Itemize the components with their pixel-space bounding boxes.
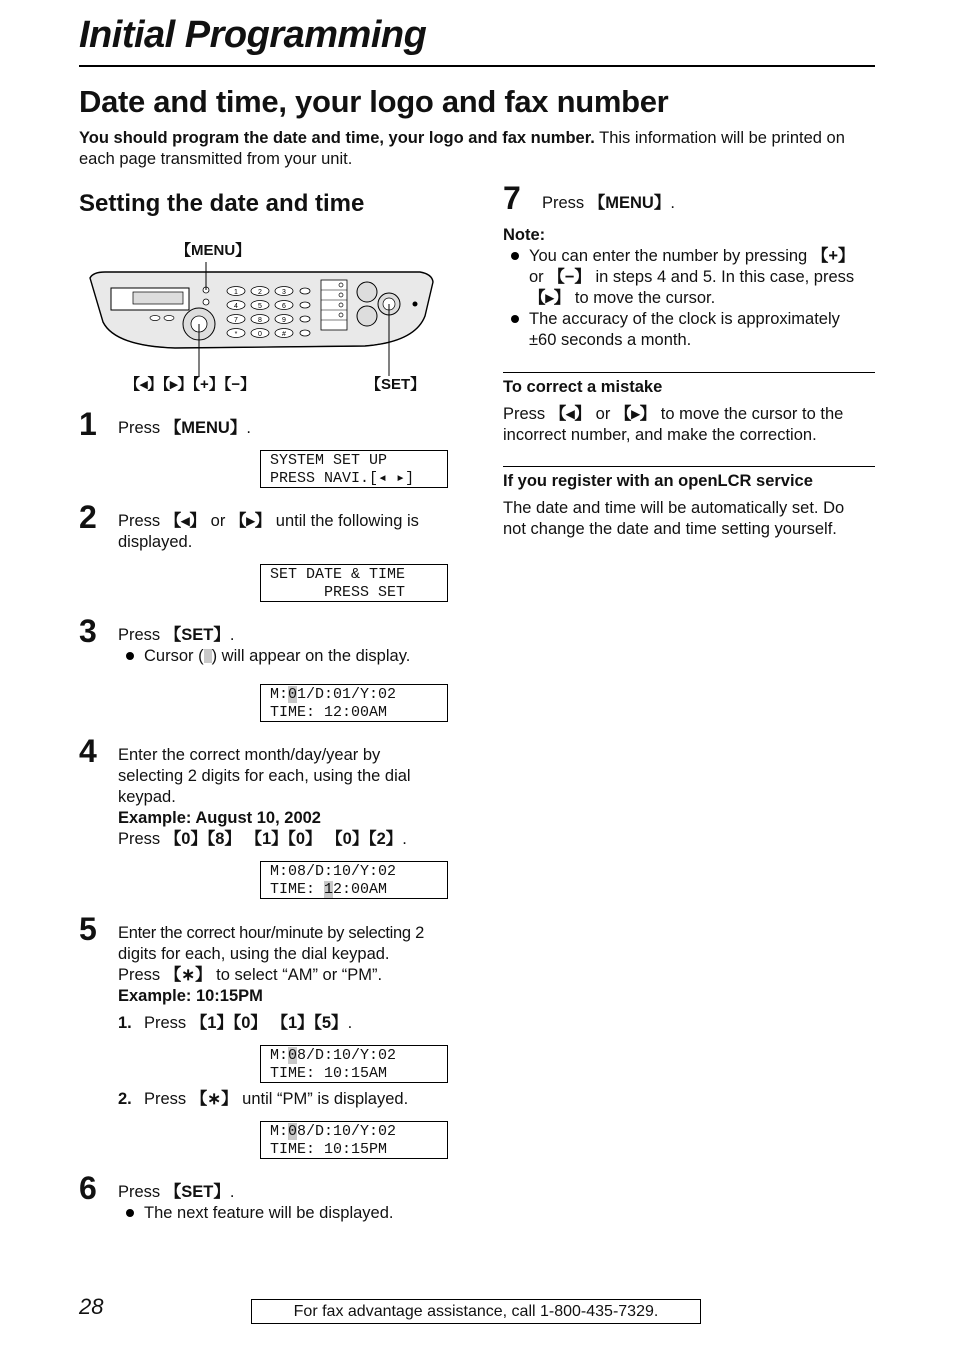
lcd-display-6: M:08/D:10/Y:02 TIME: 10:15PM	[260, 1121, 448, 1159]
step-4-line1: Enter the correct month/day/year by	[118, 746, 381, 764]
star-key: 【∗】	[164, 966, 212, 984]
svg-text:4: 4	[234, 303, 238, 310]
correct-line2: incorrect number, and make the correction.	[503, 426, 817, 444]
openlcr-line1: The date and time will be automatically set. Do	[503, 499, 845, 517]
step-6-bullet: The next feature will be displayed.	[144, 1204, 394, 1222]
fax-machine-illustration	[85, 258, 440, 378]
divider	[503, 466, 875, 467]
left-key: 【◂】	[164, 512, 207, 530]
cursor-swatch	[204, 649, 212, 663]
step-6-text: Press 【SET】.	[118, 1183, 235, 1201]
substep-1-text: Press 【1】【0】 【1】【5】.	[144, 1014, 353, 1032]
digit-keys: 【0】【8】 【1】【0】 【0】【2】	[164, 830, 403, 848]
step-1-text: Press 【MENU】.	[118, 419, 251, 437]
bullet	[126, 1209, 134, 1217]
lcd-display-1: SYSTEM SET UP PRESS NAVI.[◂ ▸]	[260, 450, 448, 488]
minus-key: 【−】	[548, 268, 591, 286]
note-b1-line2: or 【−】 in steps 4 and 5. In this case, press	[529, 268, 855, 286]
menu-key: 【MENU】	[164, 419, 247, 437]
step-4-example: Example: August 10, 2002	[118, 809, 321, 827]
svg-text:0: 0	[258, 331, 262, 338]
svg-text:1: 1	[234, 289, 238, 296]
figure-set-label: 【SET】	[366, 376, 426, 393]
svg-text:3: 3	[282, 289, 286, 296]
subheading: Setting the date and time	[79, 190, 365, 217]
set-key: 【SET】	[164, 1183, 230, 1201]
step-5-line3: Press 【∗】 to select “AM” or “PM”.	[118, 966, 383, 984]
figure-nav-label: 【◂】【▸】【+】【−】	[125, 376, 256, 393]
plus-key: 【+】	[811, 247, 855, 265]
correct-title: To correct a mistake	[503, 378, 663, 396]
svg-text:8: 8	[258, 317, 262, 324]
note-b2-line1: The accuracy of the clock is approximately	[529, 310, 840, 328]
step-4-number: 4	[79, 733, 97, 769]
step-2-text-line2: displayed.	[118, 533, 193, 551]
page-number: 28	[79, 1294, 104, 1319]
svg-text:2: 2	[258, 289, 262, 296]
intro-rest: This information will be printed on each page transmitted from your unit.	[79, 129, 845, 168]
note-b2-line2: ±60 seconds a month.	[529, 331, 692, 349]
svg-text:5: 5	[258, 303, 262, 310]
step-7-text: Press 【MENU】.	[542, 194, 675, 212]
divider	[503, 372, 875, 373]
svg-text:9: 9	[282, 317, 286, 324]
step-5-number: 5	[79, 911, 97, 947]
right-key: 【▸】	[229, 512, 272, 530]
left-key: 【◂】	[549, 405, 592, 423]
substep-1-number: 1.	[118, 1014, 132, 1032]
substep-2-text: Press 【∗】 until “PM” is displayed.	[144, 1090, 409, 1108]
step-5-line2: digits for each, using the dial keypad.	[118, 945, 390, 963]
star-key: 【∗】	[190, 1090, 238, 1108]
svg-text:6: 6	[282, 303, 286, 310]
lcd-display-5: M:08/D:10/Y:02 TIME: 10:15AM	[260, 1045, 448, 1083]
set-key: 【SET】	[164, 626, 230, 644]
bullet	[511, 252, 519, 260]
correct-line1: Press 【◂】 or 【▸】 to move the cursor to the	[503, 405, 844, 423]
bullet	[511, 315, 519, 323]
step-5-example: Example: 10:15PM	[118, 987, 263, 1005]
bullet	[126, 652, 134, 660]
right-key: 【▸】	[614, 405, 657, 423]
openlcr-title: If you register with an openLCR service	[503, 472, 813, 490]
page-title: Date and time, your logo and fax number	[79, 84, 669, 119]
note-b1-line3: 【▸】 to move the cursor.	[529, 289, 716, 307]
step-3-bullet: Cursor ( ) will appear on the display.	[144, 647, 411, 665]
section-title: Initial Programming	[79, 14, 427, 56]
step-3-number: 3	[79, 613, 97, 649]
step-5-line1: Enter the correct hour/minute by selecting 2	[118, 924, 424, 942]
figure-menu-label: 【MENU】	[176, 242, 251, 259]
step-4-press: Press 【0】【8】 【1】【0】 【0】【2】.	[118, 830, 407, 848]
header-rule	[79, 65, 875, 67]
lcd-display-4: M:08/D:10/Y:02 TIME: 12:00AM	[260, 861, 448, 899]
menu-key: 【MENU】	[588, 194, 671, 212]
step-2-text: Press 【◂】 or 【▸】 until the following is	[118, 512, 419, 530]
lcd-display-3: M:01/D:01/Y:02 TIME: 12:00AM	[260, 684, 448, 722]
assistance-box: For fax advantage assistance, call 1-800-435-7329.	[251, 1299, 701, 1324]
intro-bold: You should program the date and time, your logo and fax number.	[79, 129, 595, 147]
svg-text:*: *	[234, 331, 238, 338]
step-2-number: 2	[79, 499, 97, 535]
step-3-text: Press 【SET】.	[118, 626, 235, 644]
note-title: Note:	[503, 226, 546, 244]
right-key: 【▸】	[529, 289, 571, 307]
openlcr-line2: not change the date and time setting yourself.	[503, 520, 837, 538]
lcd-display-2: SET DATE & TIME PRESS SET	[260, 564, 448, 602]
substep-2-number: 2.	[118, 1090, 132, 1108]
step-7-number: 7	[503, 180, 521, 216]
step-4-line2: selecting 2 digits for each, using the dial	[118, 767, 411, 785]
step-6-number: 6	[79, 1170, 97, 1206]
note-b1-line1: You can enter the number by pressing 【+】	[529, 247, 855, 265]
svg-text:7: 7	[234, 317, 238, 324]
step-4-line3: keypad.	[118, 788, 176, 806]
step-1-number: 1	[79, 406, 97, 442]
digit-keys: 【1】【0】 【1】【5】	[190, 1014, 348, 1032]
svg-text:#: #	[282, 331, 286, 338]
intro-paragraph	[79, 128, 879, 170]
